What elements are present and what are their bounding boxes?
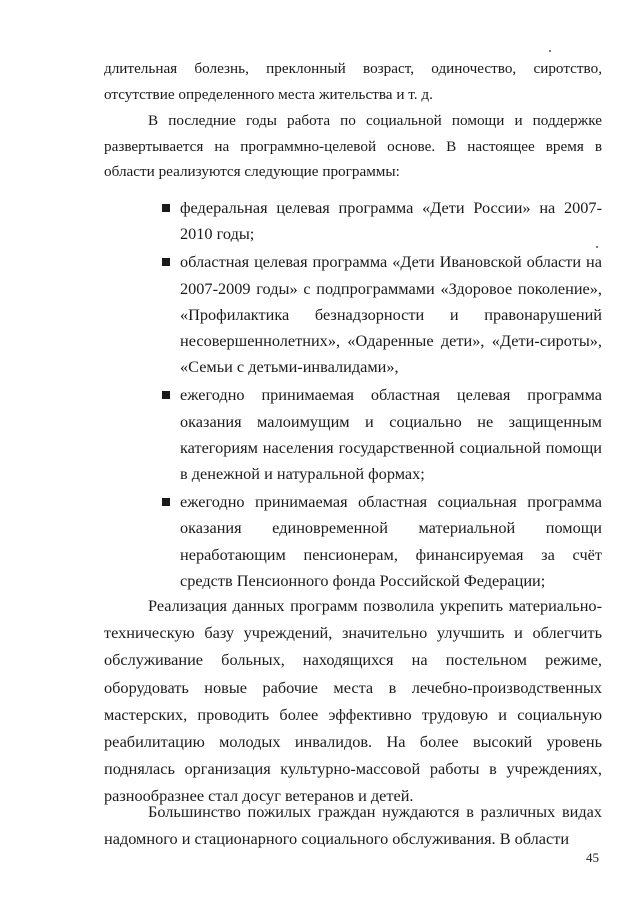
list-item [162,249,602,380]
list-item [162,195,602,247]
square-bullet-icon [162,204,170,212]
list-item-text: ежегодно принимаемая областная социальная программа оказания единовременной материальной помощи неработающим пенсионерам, финансируемая за счёт средств Пенсионного фонда Российской Федерации; [180,492,602,590]
paragraph-programs-intro: В последние годы работа по социальной помощи и поддержке развертывается на программно-целевой основе. В настоящее время в области реализуются следующие программы: [104,112,602,180]
list-item [162,489,602,594]
list-item-text: ежегодно принимаемая областная целевая программа оказания малоимущим и социально не защищенным категориям населения государственной социальной помощи в денежной и натуральной формах; [180,385,602,484]
list-item [162,382,602,487]
list-item-text: областная целевая программа «Дети Ивановской области на 2007-2009 годы» с подпрограммами «Здоровое поколение», «Профилактика безнадзорности и правонарушений несовершеннолетних», «Одаренные дети», «Дети-сироты», «Семьи с детьми-инвалидами», [180,252,602,377]
list-item-text: федеральная целевая программа «Дети России» на 2007-2010 годы; [180,198,602,244]
square-bullet-icon [162,498,170,506]
programs-list [162,195,602,596]
scan-speck [596,246,598,248]
scan-speck [549,50,551,52]
paragraph-continuation: длительная болезнь, преклонный возраст, одиночество, сиротство, отсутствие определенного места жительства и т. д. [104,60,602,103]
page-number: 45 [586,850,599,865]
paragraph-elderly: Большинство пожилых граждан нуждаются в различных видах надомного и стационарного социального обслуживания. В области [104,802,602,849]
paragraph-results: Реализация данных программ позволила укрепить материально-техническую базу учреждений, значительно улучшить и облегчить обслуживание больных, находящихся на постельном режиме, оборудовать новые рабочие места в лечебно-производственных мастерских, проводить более эффективно трудовую и социальную реабилитацию молодых инвалидов. На более высокий уровень поднялась организация культурно-массовой работы в учреждениях, разнообразнее стал досуг ветеранов и детей. [104,596,602,806]
square-bullet-icon [162,391,170,399]
square-bullet-icon [162,258,170,266]
